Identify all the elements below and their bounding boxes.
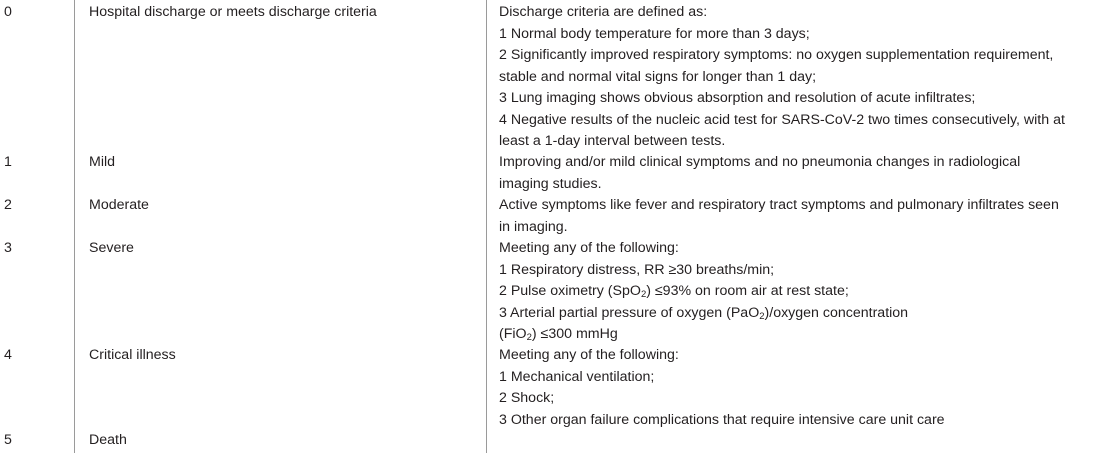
description-line: 3 Lung imaging shows obvious absorption and resolution of acute infiltrates; [499,90,976,106]
grade-cell: 2 [4,197,12,213]
description-line: 2 Shock; [499,390,555,406]
grade-cell: 5 [4,432,12,448]
status-cell: Critical illness [89,347,176,363]
description-line: 2 Pulse oximetry (SpO$_2$) ≤93% on room air at rest state; [499,283,849,300]
description-line: 1 Normal body temperature for more than 3 days; [499,25,810,42]
description-line: Improving and/or mild clinical symptoms and no pneumonia changes in radiological [499,154,1021,170]
description-line: Active symptoms like fever and respiratory tract symptoms and pulmonary infiltrates seen [499,197,1059,213]
status-cell: Hospital discharge or meets discharge criteria [89,4,377,20]
grade-cell: 4 [4,347,12,363]
description-line: 4 Negative results of the nucleic acid test for SARS-CoV-2 two times consecutively, with at [499,111,1065,128]
description-line: Meeting any of the following: [499,347,679,363]
description-line: 3 Arterial partial pressure of oxygen (PaO$_2$)/oxygen concentration [499,304,909,322]
description-cell [499,2,1065,153]
status-cell: Severe [89,240,134,256]
description-line: Meeting any of the following: [499,240,679,256]
description-cell [499,195,1059,238]
status-cell: Death [89,432,127,448]
description-line: stable and normal vital signs for longer than 1 day; [499,68,817,85]
description-line: 2 Significantly improved respiratory symptoms: no oxygen supplementation requirement, [499,47,1054,63]
grade-cell: 0 [4,4,12,20]
description-line: 3 Other organ failure complications that require intensive care unit care [499,411,945,428]
status-cell: Mild [89,154,116,170]
description-line: (FiO$_2$) ≤300 mmHg [499,326,618,343]
description-cell [499,152,1020,195]
column-divider [74,0,75,453]
description-cell [499,238,908,346]
description-cell [499,345,945,431]
grade-cell: 1 [4,154,12,170]
column-divider [486,0,487,453]
description-line: 1 Mechanical ventilation; [499,368,655,385]
status-cell: Moderate [89,197,149,213]
description-line: 1 Respiratory distress, RR ≥30 breaths/min; [499,261,775,278]
description-line: least a 1-day interval between tests. [499,133,726,149]
description-line: imaging studies. [499,175,602,192]
grade-cell: 3 [4,240,12,256]
description-line: Discharge criteria are defined as: [499,4,708,20]
description-line: in imaging. [499,218,568,235]
